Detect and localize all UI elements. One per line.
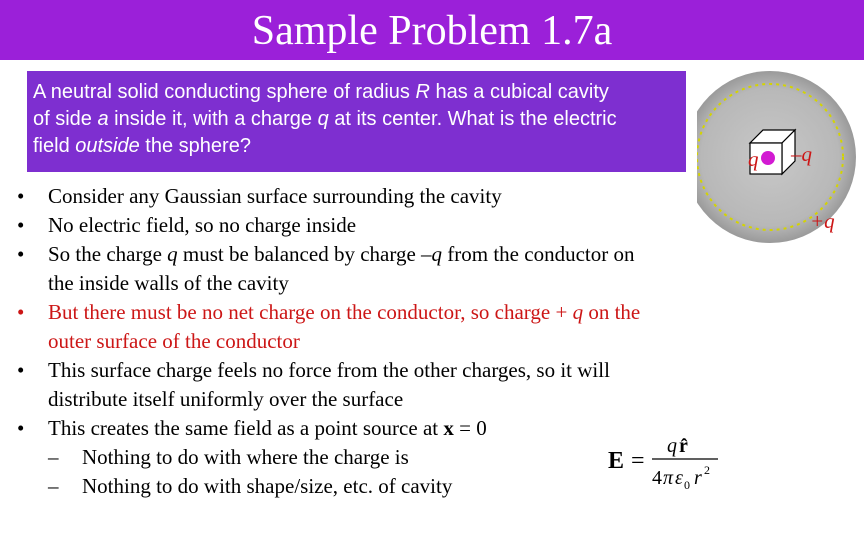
bullet-marker: •: [17, 213, 25, 237]
bullet-text: Nothing to do with where the charge is: [82, 445, 409, 469]
problem-text: has a cubical cavity: [429, 81, 609, 103]
bullet-text: must be balanced by charge: [177, 242, 422, 266]
problem-text: inside it, with a charge: [108, 108, 318, 130]
denominator-r: r: [694, 467, 702, 489]
bullet-marker: •: [17, 358, 25, 382]
numerator-q: q: [667, 435, 677, 457]
center-charge-label: q: [748, 147, 759, 171]
dash-marker: –: [48, 474, 59, 498]
bullet-text: This surface charge feels no force from the other charges, so it will: [48, 358, 610, 382]
field-symbol: E: [608, 448, 625, 474]
equals-sign: =: [631, 448, 645, 474]
bullet-text: the inside walls of the cavity: [48, 271, 289, 295]
position-var: x: [443, 416, 454, 440]
bullet-text: So the charge: [48, 242, 168, 266]
bullet-marker: •: [17, 300, 25, 324]
bullet-marker: •: [17, 184, 25, 208]
bullet-continuation: [14, 385, 734, 414]
outside-emphasis: outside: [75, 135, 140, 157]
point-charge: [761, 151, 775, 165]
denominator-epsilon: ε: [675, 467, 683, 489]
unit-vector-r: r̂: [679, 435, 688, 457]
bullet-text: outer surface of the conductor: [48, 329, 300, 353]
bullet-item: [14, 356, 734, 385]
bullet-text: from the conductor on: [442, 242, 635, 266]
problem-text: A neutral solid conducting sphere of radius: [33, 81, 416, 103]
bullet-text: No electric field, so no charge inside: [48, 213, 357, 237]
slide-title: Sample Problem 1.7a: [251, 8, 613, 54]
field-formula: [600, 428, 730, 494]
bullet-marker: •: [17, 416, 25, 440]
charge-var: q: [167, 242, 178, 266]
bullet-item: [14, 211, 734, 240]
denominator-pi: π: [663, 467, 674, 489]
problem-text: at its center. What is the electric: [328, 108, 617, 130]
bullet-text: This creates the same field as a point source at: [48, 416, 444, 440]
sphere-diagram: [697, 60, 864, 260]
outer-charge-label: +q: [810, 209, 835, 233]
charge-var: q: [572, 300, 584, 324]
radius-var: R: [415, 81, 430, 103]
bullet-item: [14, 298, 734, 327]
bullet-text: distribute itself uniformly over the surface: [48, 387, 404, 411]
bullet-item: [14, 240, 734, 269]
problem-text: the sphere?: [139, 135, 251, 157]
title-bar: [0, 0, 864, 60]
bullet-continuation: [14, 269, 734, 298]
problem-statement: [27, 71, 686, 172]
problem-text: field: [33, 135, 76, 157]
bullet-text: But there must be no net charge on the conductor, so charge +: [48, 300, 573, 324]
bullet-text: on the: [583, 300, 641, 324]
bullet-continuation: [14, 327, 734, 356]
bullet-text: = 0: [453, 416, 487, 440]
problem-text: of side: [33, 108, 98, 130]
inner-charge-label: –q: [791, 142, 812, 166]
denominator-4: 4: [652, 467, 662, 489]
side-var: a: [97, 108, 109, 130]
charge-var: q: [317, 108, 329, 130]
bullet-text: Consider any Gaussian surface surrounding the cavity: [48, 184, 502, 208]
bullet-marker: •: [17, 242, 25, 266]
exponent-2: 2: [704, 463, 710, 477]
epsilon-subscript: 0: [684, 478, 690, 492]
dash-marker: –: [48, 445, 59, 469]
bullet-text: Nothing to do with shape/size, etc. of cavity: [82, 474, 453, 498]
charge-var: –q: [421, 242, 443, 266]
bullet-item: [14, 182, 734, 211]
